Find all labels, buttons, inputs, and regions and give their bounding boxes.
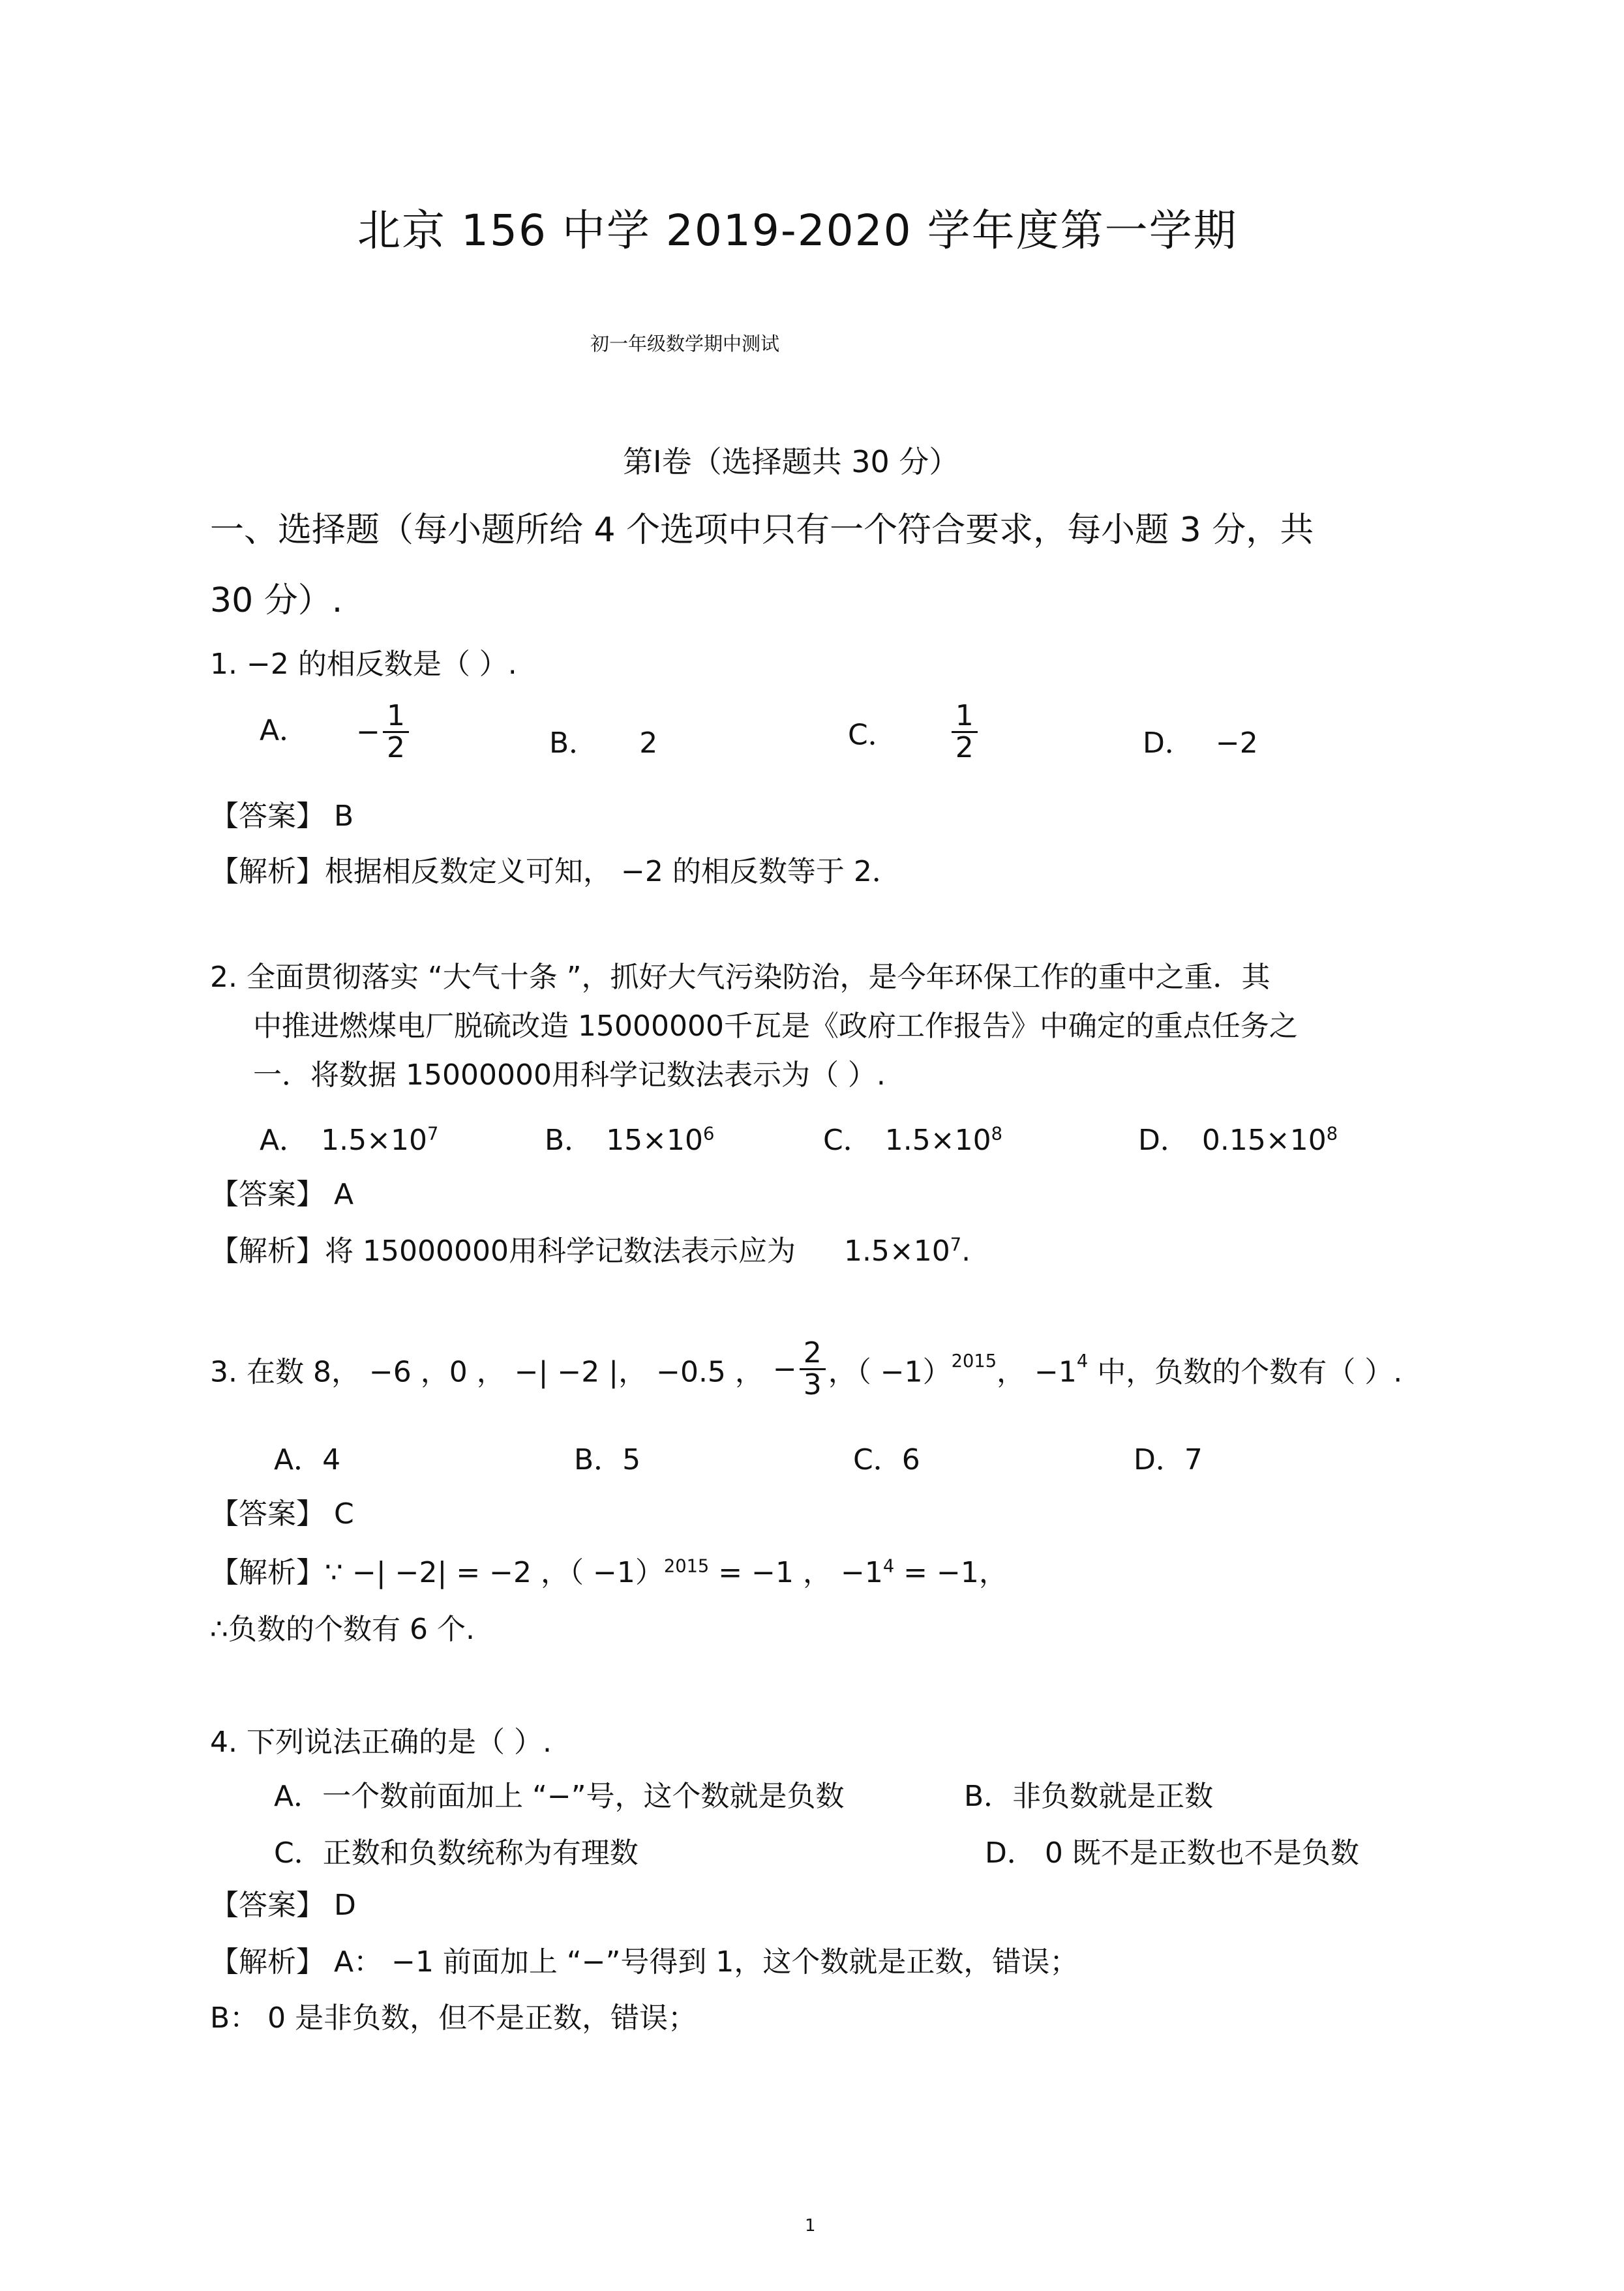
option-label: D． bbox=[1143, 726, 1194, 760]
option-label: A． bbox=[260, 1124, 308, 1157]
minus-sign: − bbox=[772, 1353, 797, 1386]
question-2-stem-line2: 中推进燃煤电厂脱硫改造 15000000千瓦是《政府工作报告》中确定的重点任务之 bbox=[253, 1010, 1298, 1043]
question-1-answer: 【答案】 B bbox=[210, 800, 354, 833]
analysis-text: 【解析】将 15000000用科学记数法表示应为 bbox=[210, 1235, 796, 1268]
option-exponent: 8 bbox=[991, 1124, 1002, 1145]
option-value: 1.5×10 bbox=[884, 1124, 991, 1157]
analysis-text: 【解析】∵ −| −2| = −2 ，（ −1） bbox=[210, 1556, 664, 1589]
question-3-stem bbox=[210, 1338, 1402, 1400]
question-3-conclusion: ∴负数的个数有 6 个. bbox=[210, 1613, 475, 1646]
question-2-analysis bbox=[210, 1227, 970, 1269]
option-value: 1.5×10 bbox=[321, 1124, 427, 1157]
question-4-option-c: C．正数和负数统称为有理数 bbox=[274, 1836, 639, 1870]
document-title: 北京 156 中学 2019-2020 学年度第一学期 bbox=[357, 205, 1238, 256]
question-2-option-c bbox=[823, 1116, 1002, 1158]
fraction-denominator: 2 bbox=[386, 731, 405, 765]
question-3-option-d: D．7 bbox=[1134, 1443, 1203, 1476]
question-4-option-d: D． 0 既不是正数也不是负数 bbox=[985, 1836, 1359, 1870]
question-1-analysis: 【解析】根据相反数定义可知， −2 的相反数等于 2． bbox=[210, 855, 901, 888]
option-value: 15×10 bbox=[606, 1124, 704, 1157]
option-label: D． bbox=[1138, 1124, 1189, 1157]
question-3-option-b: B．5 bbox=[574, 1443, 641, 1476]
section-instruction-continued: 30 分）. bbox=[210, 581, 343, 620]
question-1-option-a bbox=[260, 701, 412, 763]
stem-text: ，（ −1） bbox=[828, 1355, 952, 1389]
question-1-option-b bbox=[549, 719, 657, 761]
option-value: 0.15×10 bbox=[1201, 1124, 1327, 1157]
option-label: A． bbox=[260, 713, 308, 747]
question-1-option-d bbox=[1143, 719, 1258, 761]
exponent: 4 bbox=[1076, 1351, 1089, 1372]
fraction bbox=[952, 701, 978, 763]
option-label: B． bbox=[545, 1124, 594, 1157]
analysis-text: = −1， bbox=[894, 1556, 1008, 1589]
question-2-option-b bbox=[545, 1116, 714, 1158]
option-label: C． bbox=[823, 1124, 872, 1157]
question-3-option-a: A．4 bbox=[274, 1443, 341, 1476]
option-label: C． bbox=[848, 718, 897, 752]
question-1-option-c bbox=[848, 701, 980, 763]
option-label: B． bbox=[549, 726, 598, 760]
fraction bbox=[800, 1338, 826, 1400]
fraction-numerator: 1 bbox=[952, 701, 978, 733]
analysis-period: . bbox=[961, 1235, 971, 1268]
option-value: 2 bbox=[639, 726, 658, 760]
option-exponent: 7 bbox=[427, 1124, 439, 1145]
section-instruction: 一、选择题（每小题所给 4 个选项中只有一个符合要求，每小题 3 分，共 bbox=[210, 511, 1314, 550]
question-4-stem: 4. 下列说法正确的是（ ）. bbox=[210, 1726, 552, 1759]
exponent: 4 bbox=[882, 1556, 895, 1577]
question-3-option-c: C．6 bbox=[853, 1443, 920, 1476]
minus-sign: − bbox=[356, 715, 380, 749]
analysis-value: 1.5×10 bbox=[843, 1235, 950, 1268]
document-subtitle: 初一年级数学期中测试 bbox=[590, 333, 780, 355]
question-4-analysis: 【解析】 A： −1 前面加上 “−”号得到 1，这个数就是正数，错误； bbox=[210, 1945, 1079, 1979]
question-4-analysis-b: B： 0 是非负数，但不是正数，错误； bbox=[210, 2001, 697, 2035]
option-exponent: 6 bbox=[703, 1124, 715, 1145]
fraction-denominator: 3 bbox=[803, 1368, 822, 1402]
fraction-numerator: 2 bbox=[800, 1338, 826, 1370]
fraction bbox=[383, 701, 409, 763]
fraction-numerator: 1 bbox=[383, 701, 409, 733]
exponent: 2015 bbox=[663, 1556, 710, 1577]
question-4-option-a: A．一个数前面加上 “−”号，这个数就是负数 bbox=[274, 1780, 845, 1813]
question-4-option-b: B．非负数就是正数 bbox=[964, 1780, 1214, 1813]
question-3-analysis bbox=[210, 1549, 1008, 1591]
analysis-exponent: 7 bbox=[950, 1235, 962, 1255]
question-2-option-d bbox=[1138, 1116, 1338, 1158]
question-1-stem: 1. −2 的相反数是（ ）. bbox=[210, 648, 517, 681]
question-2-option-a bbox=[260, 1116, 438, 1158]
fraction-denominator: 2 bbox=[955, 731, 974, 765]
stem-text: 中，负数的个数有（ ）. bbox=[1088, 1355, 1403, 1389]
exponent: 2015 bbox=[951, 1351, 997, 1372]
question-2-stem-line1: 2. 全面贯彻落实 “大气十条 ”，抓好大气污染防治，是今年环保工作的重中之重．其 bbox=[210, 961, 1271, 994]
stem-text: 3. 在数 8， −6 ，0 ， −| −2 |， −0.5 ， bbox=[210, 1355, 764, 1389]
option-value: −2 bbox=[1215, 726, 1258, 760]
page-number: 1 bbox=[805, 2216, 816, 2236]
question-2-answer: 【答案】 A bbox=[210, 1178, 354, 1211]
question-3-answer: 【答案】 C bbox=[210, 1497, 354, 1531]
stem-text: ， −1 bbox=[997, 1355, 1077, 1389]
question-4-answer: 【答案】 D bbox=[210, 1889, 356, 1922]
question-2-stem-line3: 一．将数据 15000000用科学记数法表示为（ ）. bbox=[253, 1058, 886, 1092]
analysis-text: = −1 ， −1 bbox=[709, 1556, 883, 1589]
part-heading: 第Ⅰ卷（选择题共 30 分） bbox=[623, 444, 959, 479]
option-exponent: 8 bbox=[1326, 1124, 1338, 1145]
